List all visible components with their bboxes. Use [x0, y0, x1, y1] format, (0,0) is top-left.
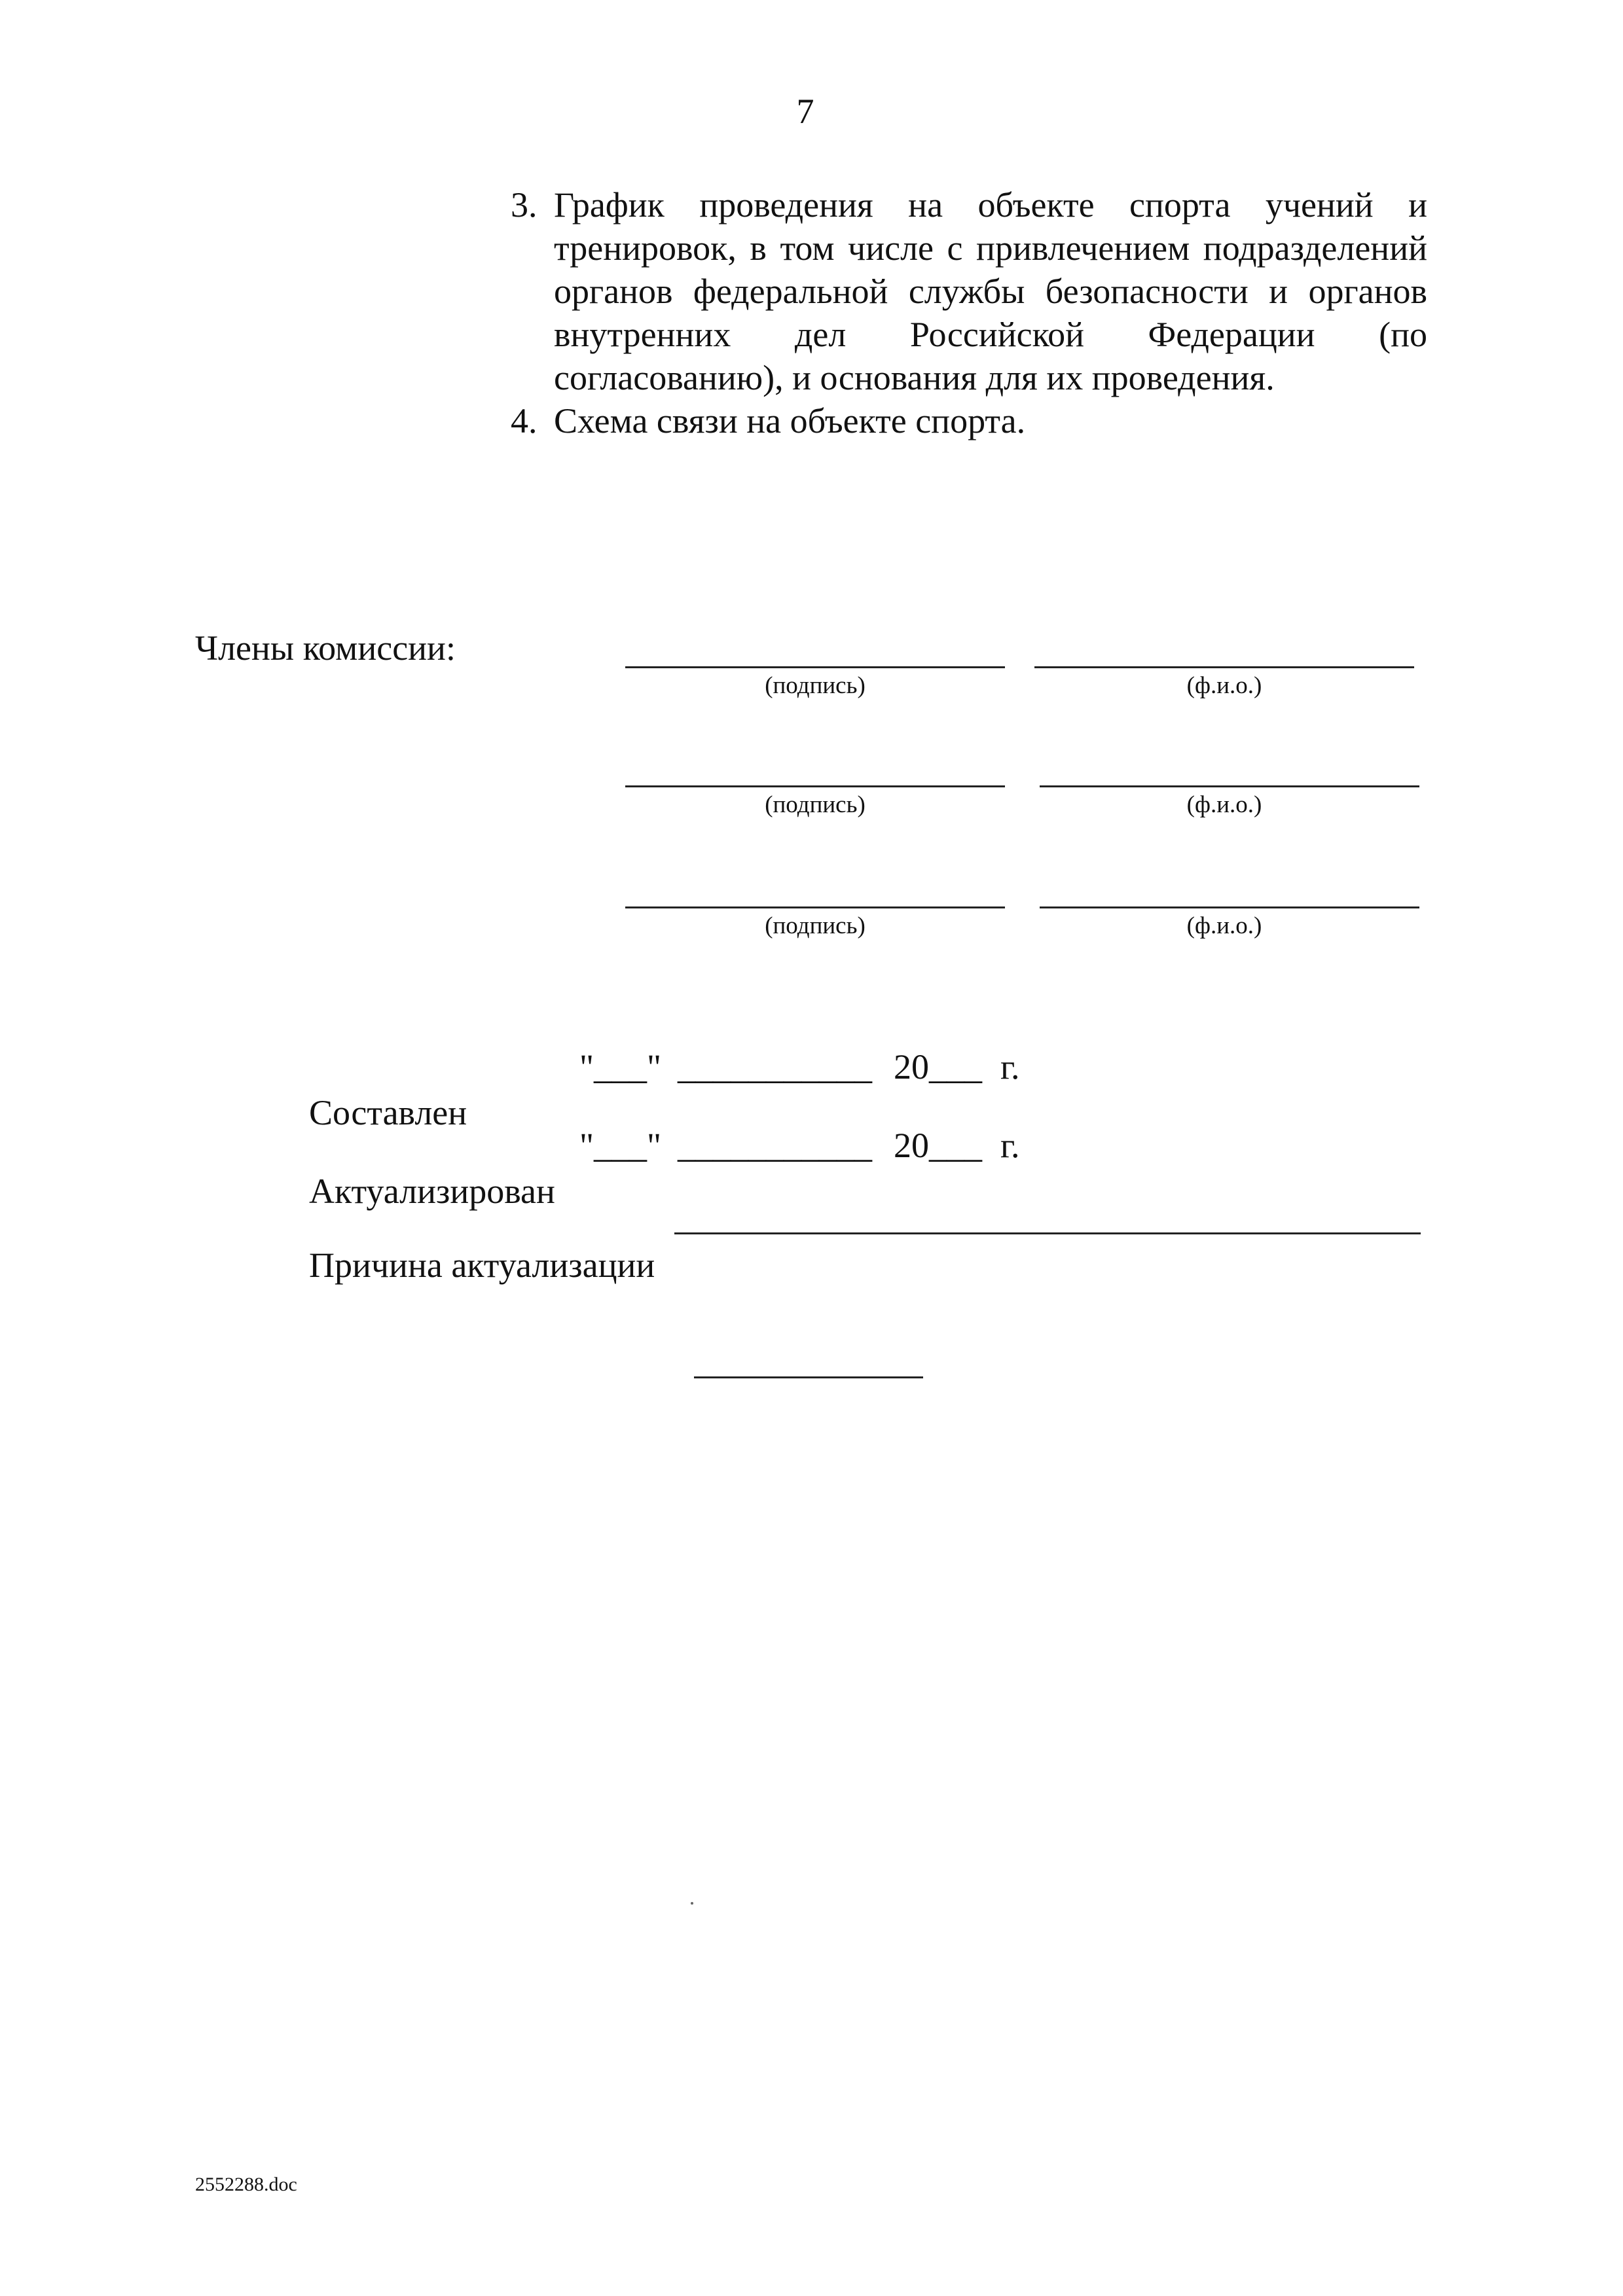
update-reason-label: Причина актуализации: [309, 1246, 655, 1285]
name-line[interactable]: [1040, 785, 1419, 787]
attachment-list: [511, 183, 1427, 442]
signature-caption: (подпись): [765, 672, 866, 699]
commission-members-label: Члены комиссии:: [195, 628, 456, 668]
list-item-text: Схема связи на объекте спорта.: [554, 401, 1026, 440]
list-item: [511, 399, 1427, 442]
scan-speck: [691, 1902, 693, 1905]
compiled-row: [291, 1044, 467, 1136]
name-line[interactable]: [1040, 906, 1419, 908]
name-line[interactable]: [1034, 666, 1414, 668]
compiled-date-month[interactable]: ___________: [678, 1047, 872, 1086]
updated-date-month[interactable]: ___________: [678, 1126, 872, 1165]
updated-date-suffix: г.: [1000, 1126, 1020, 1165]
signature-line[interactable]: [625, 666, 1005, 668]
compiled-date-day[interactable]: "___": [579, 1047, 662, 1086]
list-item: [511, 183, 1427, 399]
list-item-number: 3.: [511, 185, 538, 224]
update-reason-row: [291, 1196, 655, 1288]
footer-filename: 2552288.doc: [195, 2174, 297, 2195]
list-item-number: 4.: [511, 401, 538, 440]
compiled-date-suffix: г.: [1000, 1047, 1020, 1086]
signature-line[interactable]: [625, 785, 1005, 787]
name-caption: (ф.и.о.): [1186, 791, 1262, 818]
closing-rule: [694, 1376, 923, 1378]
signature-caption: (подпись): [765, 791, 866, 818]
name-caption: (ф.и.о.): [1186, 912, 1262, 939]
update-reason-field[interactable]: [674, 1232, 1421, 1234]
compiled-label: Составлен: [309, 1093, 467, 1132]
name-caption: (ф.и.о.): [1186, 672, 1262, 699]
updated-date-year[interactable]: 20___: [894, 1126, 982, 1165]
updated-date-day[interactable]: "___": [579, 1126, 662, 1165]
signature-caption: (подпись): [765, 912, 866, 939]
page-number: 7: [796, 92, 814, 131]
list-item-text: График проведения на объекте спорта учений и тренировок, в том числе с привлечением подразделений органов федеральной службы безопасности и органов внутренних дел Российской Федерации (по согласованию), и основания для их проведения.: [554, 185, 1427, 397]
compiled-date-year[interactable]: 20___: [894, 1047, 982, 1086]
updated-label: Актуализирован: [309, 1172, 555, 1211]
signature-line[interactable]: [625, 906, 1005, 908]
